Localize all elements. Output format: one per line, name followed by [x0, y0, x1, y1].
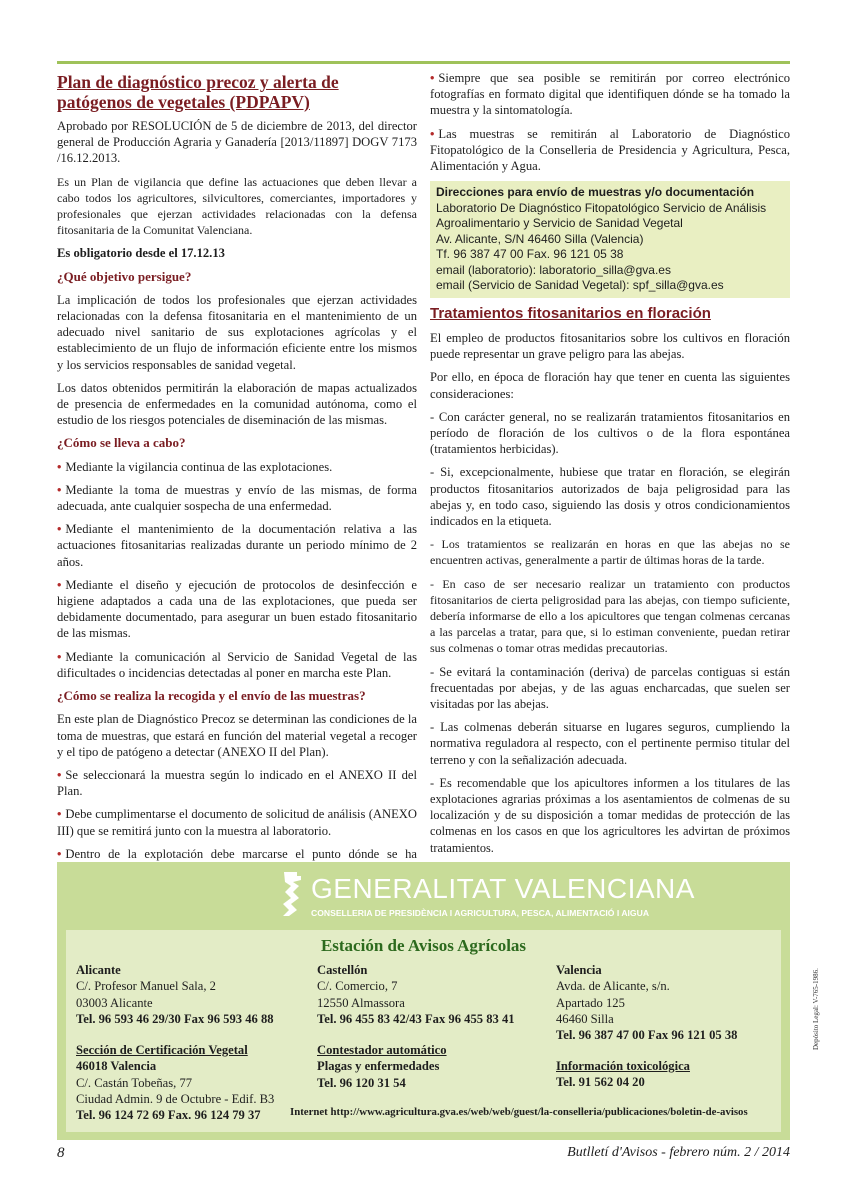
list-item — [57, 806, 417, 838]
offices-panel — [66, 930, 781, 1132]
office-phone: Tel. 91 562 04 20 — [556, 1075, 645, 1090]
list-item — [57, 767, 417, 799]
shipping-address-box — [430, 181, 790, 298]
list-item-text: Dentro de la explotación debe marcarse el punto dónde se ha — [65, 846, 417, 861]
office-phone: Tel. 96 593 46 29/30 Fax 96 593 46 88 — [76, 1011, 274, 1026]
list-item-text: Las muestras se remitirán al Laboratorio de Diagnóstico Fitopatológico de la Conselleria de Presidencia y Agricultura, Pesca, Alimentación y Agua. — [430, 126, 790, 174]
left-column — [57, 70, 417, 885]
office-address: C/. Castán Tobeñas, 77 — [76, 1075, 193, 1090]
treatments-paragraph: - Es recomendable que los apicultores informen a los titulares de las explotaciones agrarias próximas a los asentamientos de colmenas de su localización y de su disposición a tomar medidas de protección de las colmenas en los casos en que los agricultores les advirtan de próximos tratamientos. — [430, 775, 790, 855]
office-po-box: Apartado 125 — [556, 995, 625, 1010]
treatments-paragraph: Por ello, en época de floración hay que tener en cuenta las siguientes consideraciones: — [430, 370, 790, 401]
office-building: Ciudad Admin. 9 de Octubre - Edif. B3 — [76, 1091, 275, 1106]
mandatory-date: Es obligatorio desde el 17.12.13 — [57, 246, 225, 261]
office-address: C/. Comercio, 7 — [317, 979, 398, 994]
treatments-title: Tratamientos fitosanitarios en floración — [430, 304, 711, 322]
list-item — [430, 70, 790, 119]
generalitat-name: GENERALITAT VALENCIANA — [311, 873, 695, 904]
bullet-icon: • — [57, 649, 62, 664]
list-item — [430, 126, 790, 175]
office-heading: Sección de Certificación Vegetal — [76, 1043, 248, 1057]
page-number: 8 — [57, 1145, 65, 1161]
list-item — [57, 459, 417, 475]
plan-title: Plan de diagnóstico precoz y alerta de patógenos de vegetales (PDPAPV) — [57, 72, 339, 112]
address-line: Av. Alicante, S/N 46460 Silla (Valencia) — [436, 231, 644, 246]
how-heading: ¿Cómo se lleva a cabo? — [57, 435, 186, 451]
bullet-icon: • — [57, 459, 62, 474]
treatments-paragraph: - Se evitará la contaminación (deriva) de parcelas contiguas si están frecuentadas por abejas, y de las aguas encharcadas, que suelen ser visitadas por las abejas. — [430, 664, 790, 711]
office-heading: Información toxicológica — [556, 1059, 690, 1073]
resolution-paragraph: Aprobado por RESOLUCIÓN de 5 de diciembre de 2013, del director general de Producción Agraria y Ganadería [2013/11897] DOGV 7173 /16.12.2013. — [57, 119, 417, 166]
bullet-icon: • — [57, 767, 62, 782]
office-topic: Plagas y enfermedades — [317, 1059, 440, 1074]
office-answering-machine — [317, 1042, 447, 1091]
plan-description: Es un Plan de vigilancia que define las actuaciones que deben llevar a cabo todos los agricultores, silvicultores, comerciantes, importadores y profesionales que ejerzan actividades relacionadas con la defensa fitosanitaria de la Comunitat Valenciana. — [57, 174, 417, 238]
address-phone: Tf. 96 387 47 00 Fax. 96 121 05 38 — [436, 247, 624, 262]
bullet-icon: • — [57, 807, 62, 822]
internet-link[interactable]: Internet http://www.agricultura.gva.es/web/web/guest/la-conselleria/publicaciones/boletin-de-avisos — [290, 1106, 748, 1118]
sanidad-email: email (Servicio de Sanidad Vegetal): spf_silla@gva.es — [436, 278, 724, 293]
list-item-text: Mediante el mantenimiento de la documentación relativa a las actuaciones fitosanitarias realizadas durante un periodo mínimo de 2 años. — [57, 522, 417, 569]
list-item-text: Debe cumplimentarse el documento de solicitud de análisis (ANEXO III) que se remitirá junto con la muestra al laboratorio. — [57, 807, 417, 838]
sample-paragraph: En este plan de Diagnóstico Precoz se determinan las condiciones de la toma de muestras, que estará en función del material vegetal a recoger y el tipo de patógeno a detectar (ANEXO II del Plan). — [57, 712, 417, 759]
office-phone: Tel. 96 120 31 54 — [317, 1075, 406, 1090]
bullet-icon: • — [430, 126, 435, 141]
office-address: Avda. de Alicante, s/n. — [556, 979, 670, 994]
publication-title: Butlletí d'Avisos - febrero núm. 2 / 2014 — [567, 1145, 790, 1160]
objective-paragraph: La implicación de todos los profesionales que ejerzan actividades relacionadas con la defensa fitosanitaria en el mantenimiento de un adecuado nivel sanitario de sus explotaciones agrícolas y el establecimiento de un flujo de información eficiente entre los mismos y los servicios responsables de sanidad vegetal. — [57, 292, 417, 372]
list-item — [57, 482, 417, 514]
generalitat-logo-icon — [279, 870, 305, 920]
data-paragraph: Los datos obtenidos permitirán la elaboración de mapas actualizados de presencia de enfermedades en la comunidad autónoma, como el estudio de los riesgos potenciales de diseminación de las mismas. — [57, 380, 417, 428]
office-city: 12550 Almassora — [317, 995, 405, 1010]
office-city: 46018 Valencia — [76, 1059, 157, 1074]
office-city: 46460 Silla — [556, 1011, 614, 1026]
office-certification — [76, 1042, 274, 1123]
list-item — [57, 521, 417, 570]
address-line: Laboratorio De Diagnóstico Fitopatológico Servicio de Análisis Agroalimentario y Servicio de Sanidad Vegetal — [436, 200, 767, 231]
office-heading: Alicante — [76, 963, 121, 977]
office-heading: Valencia — [556, 963, 602, 977]
address-box-title: Direcciones para envío de muestras y/o documentación — [436, 185, 755, 200]
treatments-paragraph: - Con carácter general, no se realizarán tratamientos fitosanitarios en período de floración de los cultivos o de la flora espontánea (tratamientos herbicidas). — [430, 409, 790, 457]
conselleria-name: CONSELLERIA DE PRESIDÈNCIA I AGRICULTURA, PESCA, ALIMENTACIÓ I AIGUA — [311, 908, 650, 918]
office-heading: Contestador automático — [317, 1043, 447, 1057]
treatments-paragraph: - Las colmenas deberán situarse en lugares seguros, cumpliendo la normativa reguladora al respecto, con el pertinente permiso titular del terreno y con la señalización adecuada. — [430, 720, 790, 767]
office-phone: Tel. 96 124 72 69 Fax. 96 124 79 37 — [76, 1108, 261, 1123]
office-address: C/. Profesor Manuel Sala, 2 — [76, 979, 216, 994]
office-alicante — [76, 962, 274, 1027]
treatments-paragraph: El empleo de productos fitosanitarios sobre los cultivos en floración puede representar un grave peligro para las abejas. — [430, 330, 790, 362]
office-phone: Tel. 96 387 47 00 Fax 96 121 05 38 — [556, 1028, 738, 1043]
list-item-text: Se seleccionará la muestra según lo indicado en el ANEXO II del Plan. — [57, 767, 417, 799]
list-item — [57, 577, 417, 642]
list-item-text: Mediante la vigilancia continua de las explotaciones. — [65, 459, 333, 474]
objective-heading: ¿Qué objetivo persigue? — [57, 268, 192, 284]
bullet-icon: • — [57, 522, 62, 537]
treatments-paragraph: - En caso de ser necesario realizar un tratamiento con productos fitosanitarios de cierta peligrosidad para las abejas, con tiempo suficiente, debería informarse de ello a los apicultores que tengan colmenas cercanas a las parcelas a tratar, para que, si lo estiman conveniente, puedan retirar sus colmenas o tomar otras medidas precautorias. — [430, 576, 790, 656]
lab-email: email (laboratorio): laboratorio_silla@gva.es — [436, 262, 671, 277]
top-rule — [57, 61, 790, 64]
treatments-paragraph: - Los tratamientos se realizarán en horas en que las abejas no se encuentren activas, generalmente a partir de últimas horas de la tarde. — [430, 537, 790, 568]
treatments-paragraph: - Si, excepcionalmente, hubiese que tratar en floración, se elegirán productos fitosanitarios autorizados de baja peligrosidad para las abejas y, en todo caso, siguiendo las dosis y otros condicionamientos indicados en la etiqueta. — [430, 465, 790, 528]
sample-heading: ¿Cómo se realiza la recogida y el envío de las muestras? — [57, 688, 366, 704]
office-heading: Castellón — [317, 963, 368, 977]
office-phone: Tel. 96 455 83 42/43 Fax 96 455 83 41 — [317, 1011, 515, 1026]
office-city: 03003 Alicante — [76, 995, 153, 1010]
legal-deposit: Depósito Legal: V-765-1986. — [812, 968, 820, 1050]
list-item — [57, 649, 417, 681]
bullet-icon: • — [57, 482, 62, 497]
list-item-text: Siempre que sea posible se remitirán por correo electrónico fotografías en formato digital que identifiquen dónde se ha tomado la muestra y la sintomatología. — [430, 71, 790, 118]
estacion-title: Estación de Avisos Agrícolas — [320, 936, 527, 955]
office-castellon — [317, 962, 515, 1027]
generalitat-logo-band — [279, 868, 695, 926]
bullet-icon: • — [57, 577, 62, 592]
office-toxicology — [556, 1058, 690, 1091]
office-valencia — [556, 962, 737, 1043]
right-column — [430, 70, 790, 863]
bullet-icon: • — [57, 846, 62, 861]
list-item-text: Mediante el diseño y ejecución de protocolos de desinfección e higiene adaptados a cada una de las explotaciones, que pueda ser debidamente documentado, para asegurar un buen estado fitosanitario de las mismas. — [57, 577, 417, 641]
bullet-icon: • — [430, 71, 435, 85]
list-item-text: Mediante la toma de muestras y envío de las mismas, de forma adecuada, ante cualquier sospecha de una enfermedad. — [57, 482, 417, 514]
list-item-text: Mediante la comunicación al Servicio de Sanidad Vegetal de las dificultades o incidencias detectadas al poner en marcha este Plan. — [57, 649, 417, 680]
